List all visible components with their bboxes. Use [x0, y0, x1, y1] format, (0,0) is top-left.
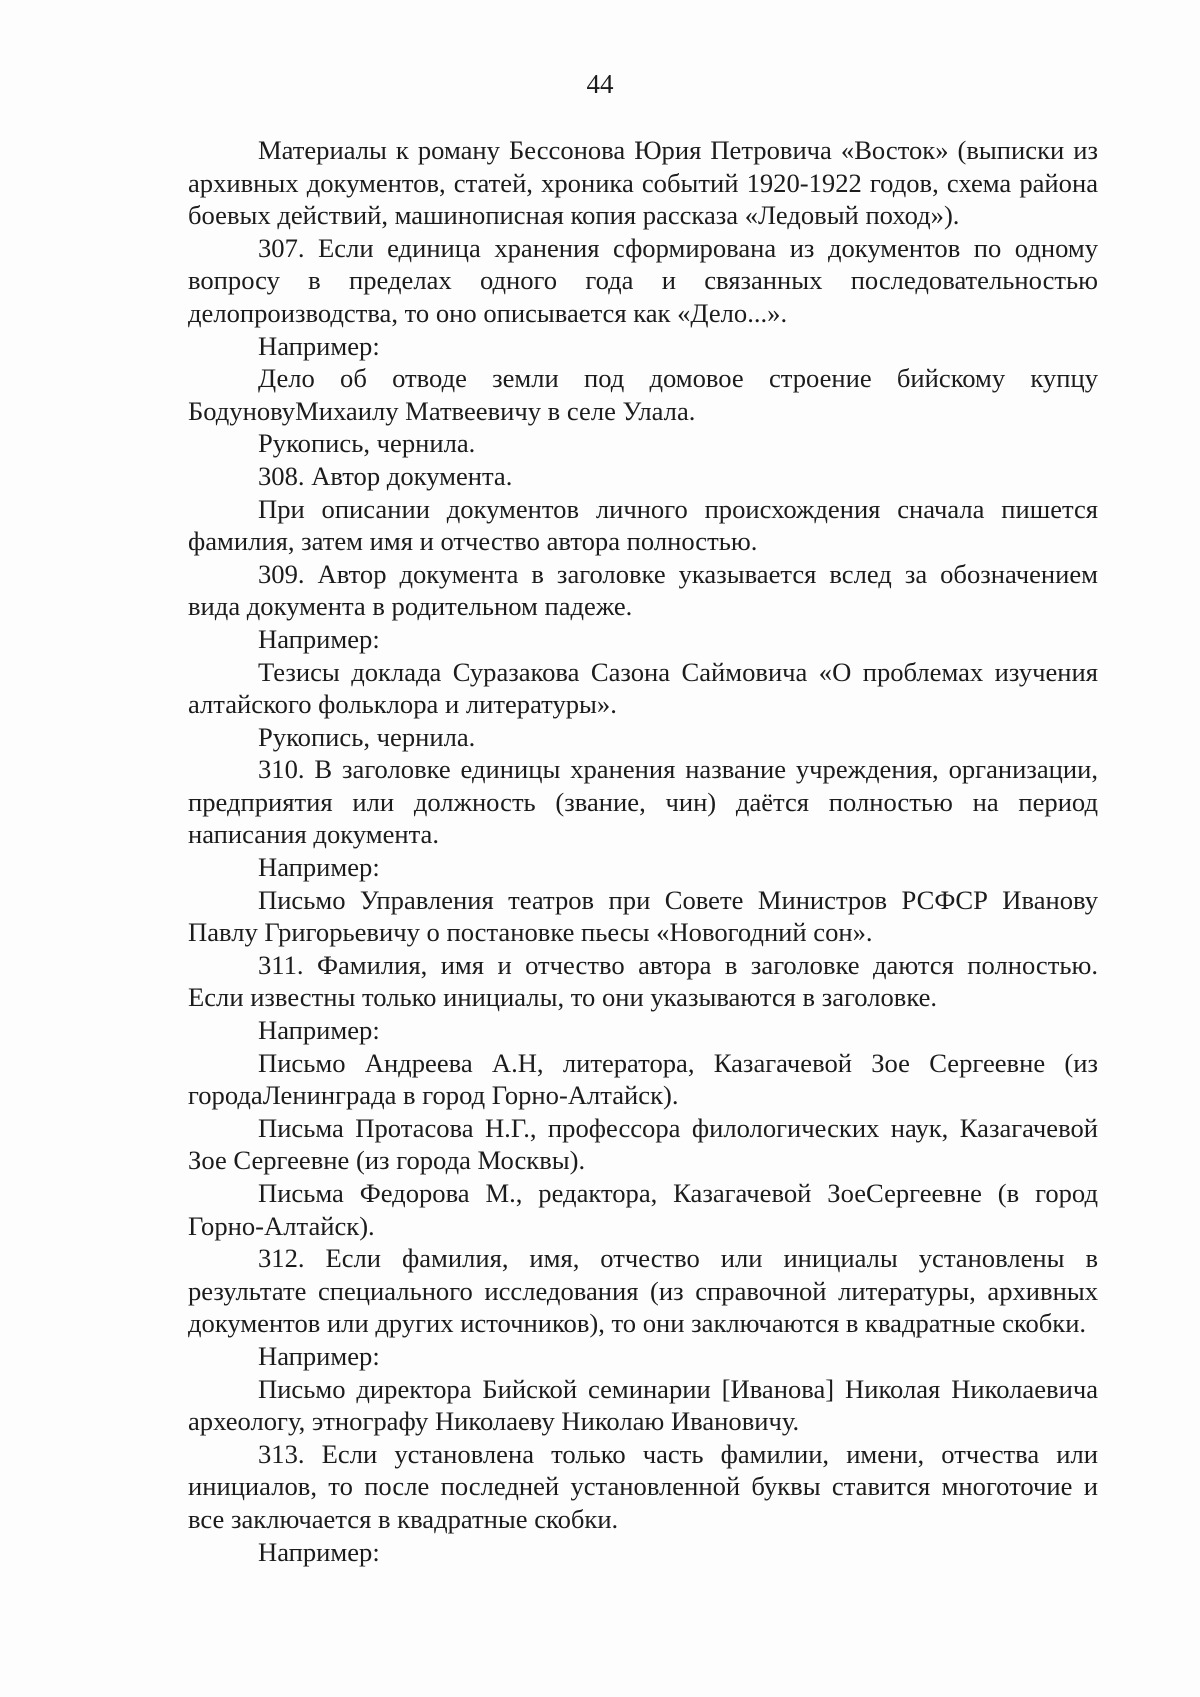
paragraph-example-label: Например:	[258, 623, 380, 654]
paragraph-example-label: Например:	[258, 852, 380, 883]
paragraph-example: Дело об отводе земли под домовое строение бийскому купцу БодуновуМихаилу Матвеевичу в селе Улала.	[188, 363, 1098, 426]
paragraph-308-text: При описании документов личного происхождения сначала пишется фамилия, затем имя и отчество автора полностью.	[188, 493, 1098, 557]
paragraph-311: 311. Фамилия, имя и отчество автора в заголовке даются полностью. Если известны только инициалы, то они указываются в заголовке.	[188, 949, 1098, 1013]
paragraph-308: 308. Автор документа.	[258, 460, 513, 491]
paragraph-example-label: Например:	[258, 330, 380, 361]
paragraph-example: Письмо директора Бийской семинарии [Иванова] Николая Николаевича археологу, этнографу Николаеву Николаю Ивановичу.	[188, 1373, 1098, 1437]
paragraph-example: Письма Протасова Н.Г., профессора филологических наук, Казагачевой Зое Сергеевне (из города Москвы).	[188, 1112, 1098, 1176]
paragraph-example-label: Например:	[258, 1536, 380, 1567]
paragraph-note: Рукопись, чернила.	[258, 428, 476, 459]
page-number: 44	[586, 69, 614, 99]
paragraph-example: Тезисы доклада Суразакова Сазона Саймовича «О проблемах изучения алтайского фольклора и литературы».	[188, 656, 1098, 720]
paragraph-example: Письмо Управления театров при Совете Министров РСФСР Иванову Павлу Григорьевичу о постановке пьесы «Новогодний сон».	[188, 884, 1098, 948]
paragraph-example: Письма Федорова М., редактора, Казагачевой ЗоеСергеевне (в город Горно-Алтайск).	[188, 1178, 1098, 1241]
paragraph-example-label: Например:	[258, 1340, 380, 1371]
paragraph-310: 310. В заголовке единицы хранения название учреждения, организации, предприятия или должность (звание, чин) даётся полностью на период написания документа.	[188, 754, 1098, 850]
paragraph-materials: Материалы к роману Бессонова Юрия Петровича «Восток» (выписки из архивных документов, статей, хроника событий 1920-1922 годов, схема района боевых действий, машинописная копия рассказа «Ледовый поход»).	[188, 135, 1098, 231]
paragraph-example-label: Например:	[258, 1015, 380, 1046]
paragraph-example: Письмо Андреева А.Н, литератора, Казагачевой Зое Сергеевне (из городаЛенинграда в город Горно-Алтайск).	[188, 1047, 1098, 1111]
paragraph-312: 312. Если фамилия, имя, отчество или инициалы установлены в результате специального исследования (из справочной литературы, архивных документов или других источников), то они заключаются в квадратные скобки.	[188, 1243, 1098, 1339]
paragraph-307: 307. Если единица хранения сформирована из документов по одному вопросу в пределах одного года и связанных последовательностью делопроизводства, то оно описывается как «Дело...».	[188, 232, 1098, 328]
paragraph-note: Рукопись, чернила.	[258, 721, 476, 752]
paragraph-309: 309. Автор документа в заголовке указывается вслед за обозначением вида документа в родительном падеже.	[188, 558, 1098, 622]
document-body	[188, 134, 1098, 1568]
paragraph-313: 313. Если установлена только часть фамилии, имени, отчества или инициалов, то после последней установленной буквы ставится многоточие и все заключается в квадратные скобки.	[188, 1438, 1098, 1534]
